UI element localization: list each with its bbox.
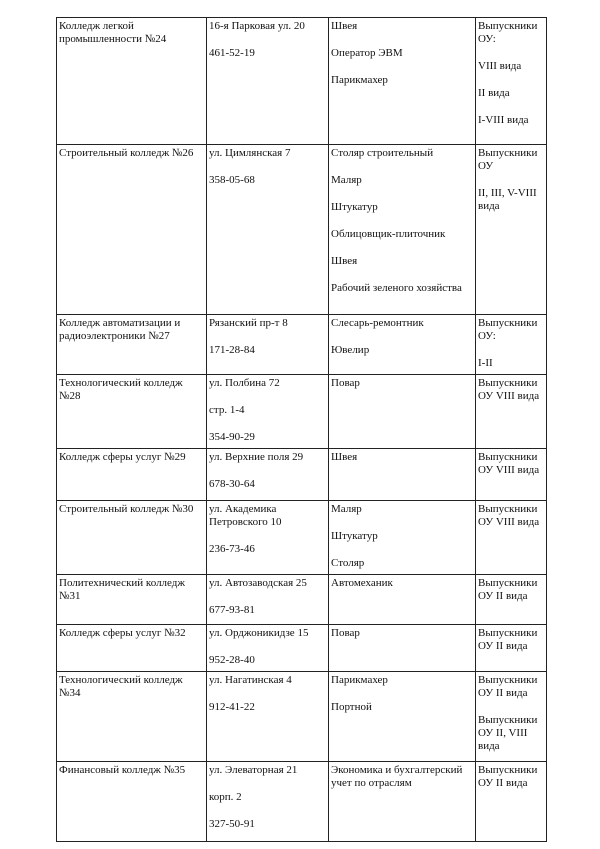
address-line: ул. Нагатинская 4 [209,674,292,686]
profession-item: Экономика и бухгалтерский учет по отраслям [331,764,463,789]
profession-item: Швея [331,451,358,463]
college-name-cell [57,501,207,575]
address-line: 461-52-19 [209,47,255,59]
professions-cell [329,145,476,315]
graduates-cell [476,501,547,575]
professions-cell [329,762,476,842]
table-row [57,672,547,762]
address-line: 327-50-91 [209,818,255,830]
address-line: 677-93-81 [209,604,255,616]
table-row [57,575,547,625]
profession-item: Штукатур [331,530,378,542]
table-row [57,375,547,449]
address-cell [207,672,329,762]
address-cell [207,625,329,672]
profession-item: Рабочий зеленого хозяйства [331,282,462,294]
professions-cell [329,501,476,575]
college-name-cell [57,375,207,449]
graduates-cell [476,315,547,375]
professions-cell [329,575,476,625]
profession-item: Швея [331,255,358,267]
graduates-line: II вида [478,87,510,99]
graduates-cell [476,575,547,625]
table-row [57,145,547,315]
college-name: Политехнический колледж №31 [59,577,185,602]
college-name: Колледж автоматизации и радиоэлектроники №27 [59,317,181,342]
address-line: ул. Полбина 72 [209,377,280,389]
graduates-cell [476,18,547,145]
address-line: стр. 1-4 [209,404,245,416]
college-name-cell [57,449,207,501]
graduates-cell [476,625,547,672]
college-name: Технологический колледж №34 [59,674,183,699]
address-cell [207,449,329,501]
professions-cell [329,449,476,501]
graduates-line: Выпускники ОУ: [478,20,538,45]
address-line: Рязанский пр-т 8 [209,317,288,329]
graduates-line: VIII вида [478,60,522,72]
graduates-line: Выпускники ОУ II вида [478,627,538,652]
college-name: Строительный колледж №26 [59,147,194,159]
college-name: Колледж сферы услуг №29 [59,451,186,463]
graduates-cell [476,145,547,315]
profession-item: Парикмахер [331,674,388,686]
college-name-cell [57,145,207,315]
graduates-line: Выпускники ОУ II вида [478,764,538,789]
address-line: ул. Элеваторная 21 [209,764,298,776]
graduates-cell [476,672,547,762]
table-row [57,625,547,672]
table-row [57,18,547,145]
college-name-cell [57,672,207,762]
address-line: 171-28-84 [209,344,255,356]
profession-item: Парикмахер [331,74,388,86]
address-line: ул. Цимлянская 7 [209,147,291,159]
profession-item: Столяр [331,557,365,569]
profession-item: Столяр строительный [331,147,434,159]
address-cell [207,315,329,375]
graduates-line: II, III, V-VIII вида [478,187,537,212]
profession-item: Слесарь-ремонтник [331,317,424,329]
address-line: 912-41-22 [209,701,255,713]
document-page [56,17,546,842]
college-name-cell [57,18,207,145]
college-name: Финансовый колледж №35 [59,764,186,776]
graduates-line: I-II [478,357,493,369]
professions-cell [329,375,476,449]
address-cell [207,145,329,315]
address-cell [207,375,329,449]
table-body [57,18,547,842]
graduates-cell [476,762,547,842]
table-row [57,762,547,842]
address-line: 236-73-46 [209,543,255,555]
graduates-cell [476,449,547,501]
address-line: 354-90-29 [209,431,255,443]
table-row [57,501,547,575]
profession-item: Ювелир [331,344,370,356]
professions-cell [329,625,476,672]
professions-cell [329,315,476,375]
graduates-line: Выпускники ОУ VIII вида [478,451,540,476]
address-cell [207,575,329,625]
profession-item: Штукатур [331,201,378,213]
address-cell [207,501,329,575]
college-name: Колледж легкой промышленности №24 [59,20,167,45]
table-row [57,315,547,375]
college-name-cell [57,762,207,842]
graduates-line: Выпускники ОУ [478,147,538,172]
profession-item: Маляр [331,503,362,515]
address-line: корп. 2 [209,791,242,803]
profession-item: Повар [331,377,360,389]
profession-item: Оператор ЭВМ [331,47,403,59]
graduates-line: Выпускники ОУ II вида [478,577,538,602]
address-line: 358-05-68 [209,174,255,186]
profession-item: Швея [331,20,358,32]
table-row [57,449,547,501]
address-cell [207,762,329,842]
college-name: Технологический колледж №28 [59,377,183,402]
address-cell [207,18,329,145]
college-name-cell [57,625,207,672]
profession-item: Облицовщик-плиточник [331,228,446,240]
graduates-line: Выпускники ОУ II вида [478,674,538,699]
graduates-cell [476,375,547,449]
college-name-cell [57,315,207,375]
colleges-table [56,17,547,842]
address-line: ул. Академика Петровского 10 [209,503,282,528]
profession-item: Автомеханик [331,577,393,589]
graduates-line: Выпускники ОУ II, VIII вида [478,714,538,752]
address-line: 16-я Парковая ул. 20 [209,20,305,32]
graduates-line: Выпускники ОУ: [478,317,538,342]
address-line: ул. Верхние поля 29 [209,451,304,463]
profession-item: Повар [331,627,360,639]
professions-cell [329,18,476,145]
college-name-cell [57,575,207,625]
college-name: Колледж сферы услуг №32 [59,627,186,639]
profession-item: Портной [331,701,372,713]
address-line: 952-28-40 [209,654,255,666]
college-name: Строительный колледж №30 [59,503,194,515]
address-line: ул. Автозаводская 25 [209,577,307,589]
graduates-line: Выпускники ОУ VIII вида [478,377,540,402]
address-line: ул. Орджоникидзе 15 [209,627,309,639]
address-line: 678-30-64 [209,478,255,490]
profession-item: Маляр [331,174,362,186]
professions-cell [329,672,476,762]
graduates-line: I-VIII вида [478,114,529,126]
graduates-line: Выпускники ОУ VIII вида [478,503,540,528]
